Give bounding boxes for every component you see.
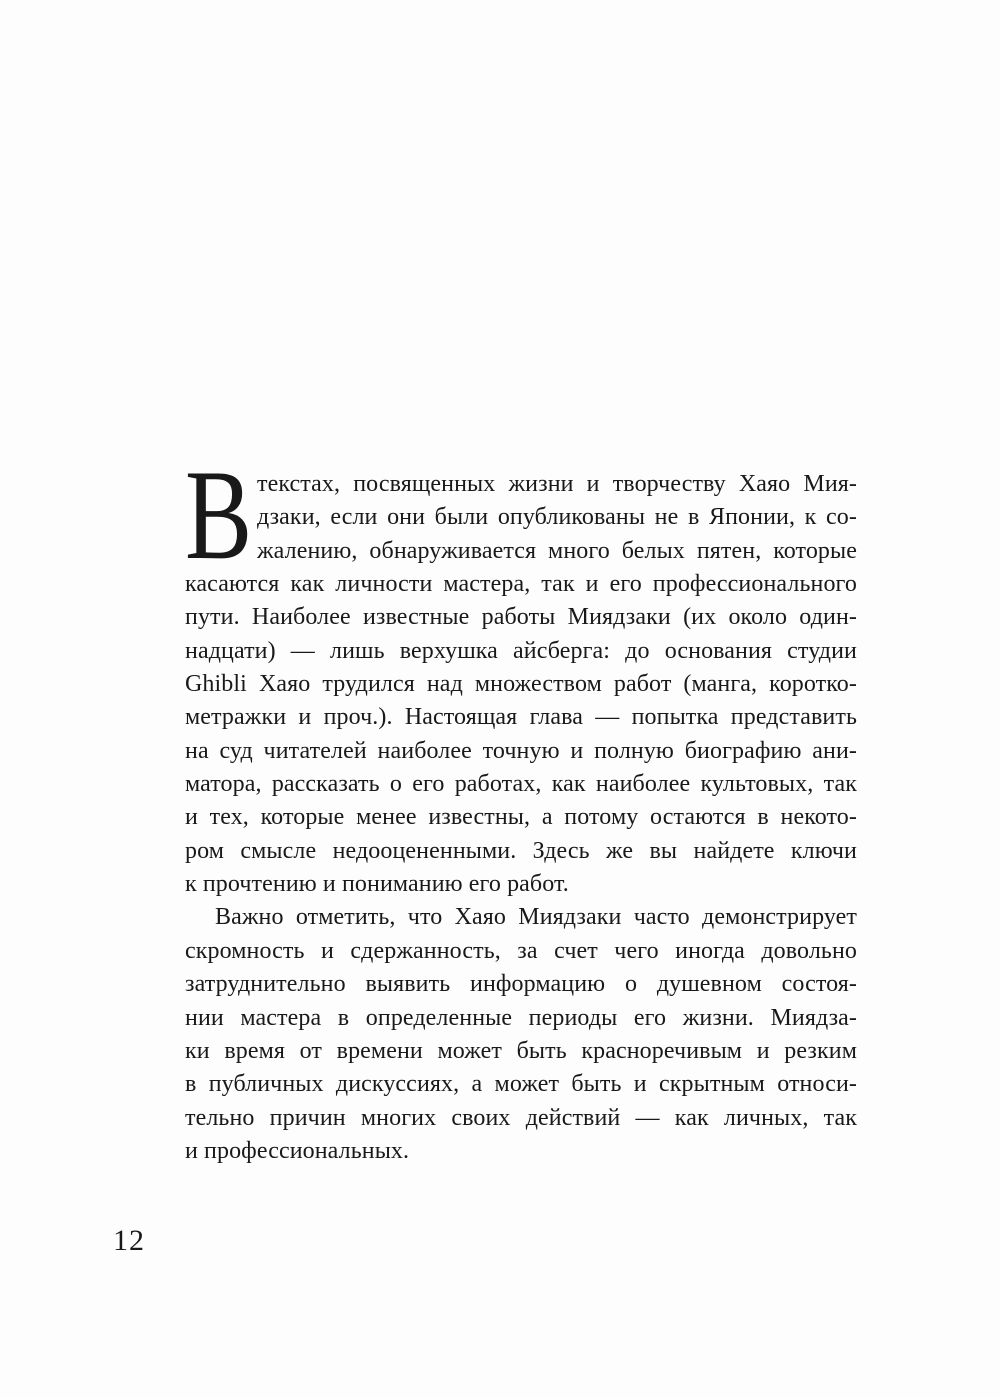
text-line: надцати) — лишь верхушка айсберга: до основания студии — [185, 637, 857, 664]
paragraph-2 — [185, 901, 857, 1168]
paragraph-1 — [185, 443, 857, 901]
text-line: нии мастера в определенные периоды его жизни. Миядза- — [185, 1004, 857, 1031]
text-line: текстах, посвященных жизни и творчеству Хаяо Мия- — [257, 471, 857, 497]
text-line: и тех, которые менее известны, а потому остаются в некото- — [185, 804, 857, 831]
text-line: ром смысле недооцененными. Здесь же вы найдете ключи — [185, 837, 857, 864]
text-line: метражки и проч.). Настоящая глава — попытка представить — [185, 704, 857, 731]
text-line: к прочтению и пониманию его работ. — [185, 871, 569, 898]
drop-cap: В — [185, 443, 253, 586]
text-block — [185, 443, 857, 1168]
text-line: матора, рассказать о его работах, как наиболее культовых, так — [185, 771, 857, 798]
text-line: затруднительно выявить информацию о душевном состоя- — [185, 971, 857, 998]
text-line: Ghibli Хаяо трудился над множеством работ (манга, коротко- — [185, 671, 857, 698]
text-line: скромность и сдержанность, за счет чего иногда довольно — [185, 937, 857, 964]
text-line: тельно причин многих своих действий — как личных, так — [185, 1104, 857, 1131]
text-line: касаются как личности мастера, так и его профессионального — [185, 571, 857, 598]
text-line: Важно отметить, что Хаяо Миядзаки часто демонстрирует — [215, 904, 857, 931]
text-line: ки время от времени может быть красноречивым и резким — [185, 1037, 857, 1064]
text-line: в публичных дискуссиях, а может быть и скрытным относи- — [185, 1071, 857, 1098]
text-line: дзаки, если они были опубликованы не в Японии, к со- — [257, 504, 857, 531]
page-number: 12 — [113, 1224, 145, 1257]
text-line: жалению, обнаруживается много белых пятен, которые — [257, 537, 857, 564]
text-line: пути. Наиболее известные работы Миядзаки (их около один- — [185, 604, 857, 631]
text-line: и профессиональных. — [185, 1137, 410, 1164]
text-line: на суд читателей наиболее точную и полную биографию ани- — [185, 737, 857, 764]
